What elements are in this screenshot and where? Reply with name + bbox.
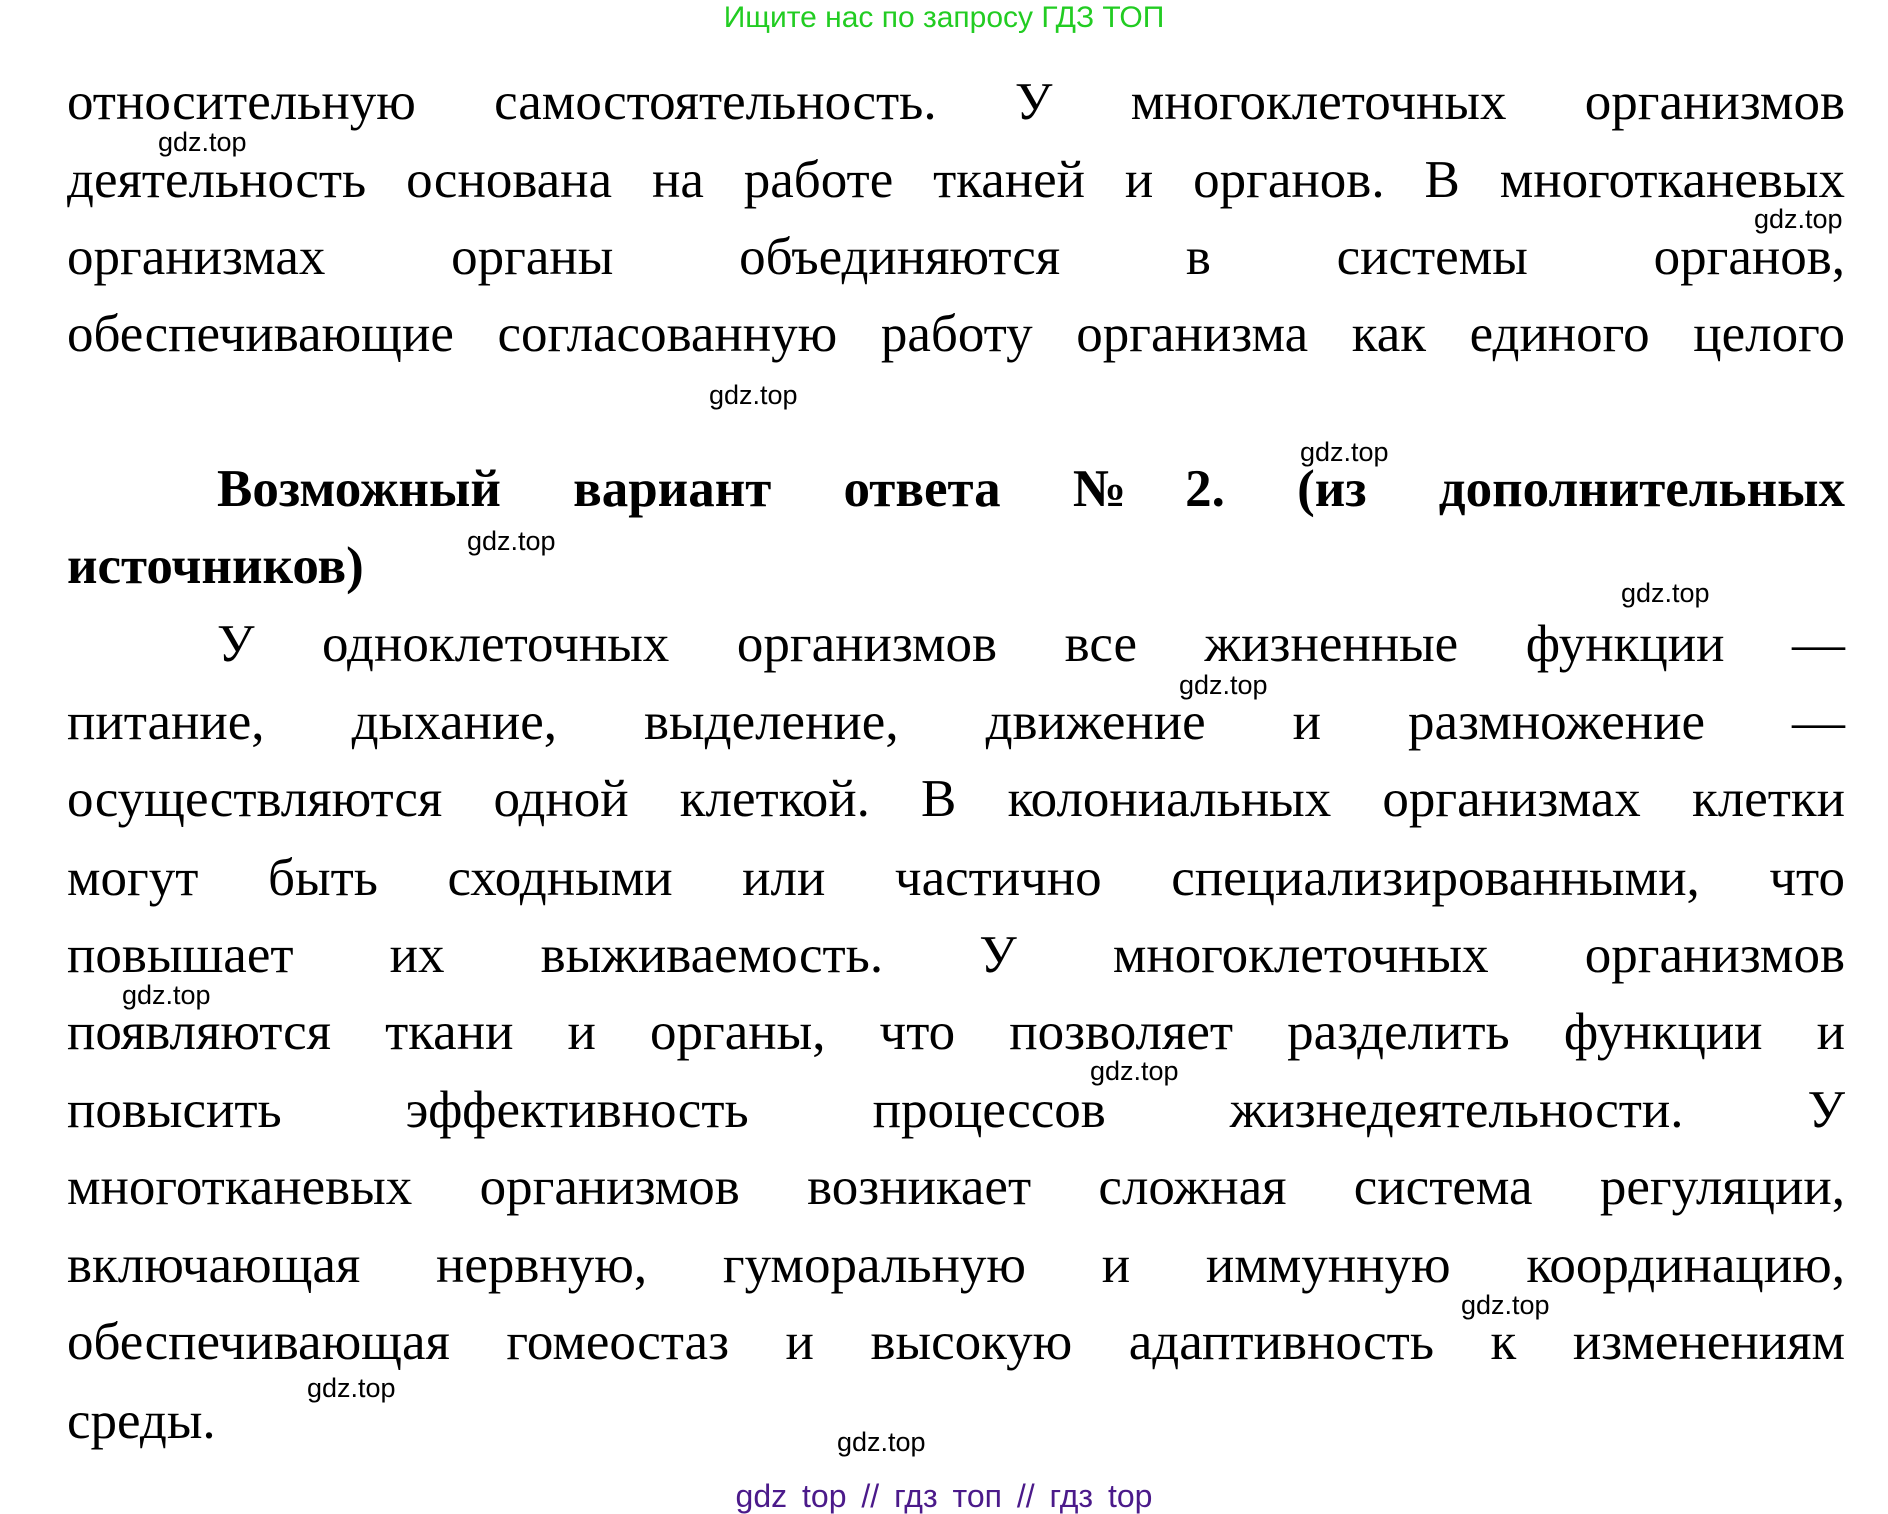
watermark: gdz.top [122,980,211,1010]
watermark: gdz.top [158,127,247,157]
paragraph-line: среды. [67,1392,216,1450]
paragraph-line: организмах органы объединяются в системы органов, [67,228,1845,286]
paragraph-line: повысить эффективность процессов жизнедеятельности. У [67,1081,1845,1139]
footer-watermark: gdz top // гдз топ // гдз top [735,1478,1153,1514]
paragraph-line: питание, дыхание, выделение, движение и размножение — [67,693,1845,751]
watermark: gdz.top [1179,670,1268,700]
watermark: gdz.top [1621,578,1710,608]
watermark: gdz.top [1090,1056,1179,1086]
paragraph-line: включающая нервную, гуморальную и иммунную координацию, [67,1236,1845,1294]
watermark: gdz.top [1300,437,1389,467]
search-hint-banner: Ищите нас по запросу ГДЗ ТОП [723,1,1165,34]
answer-heading: источников) [67,537,364,595]
watermark: gdz.top [1461,1290,1550,1320]
paragraph-line: могут быть сходными или частично специализированными, что [67,849,1845,907]
paragraph-line: обеспечивающая гомеостаз и высокую адаптивность к изменениям [67,1313,1845,1371]
paragraph-line: обеспечивающие согласованную работу организма как единого целого [67,305,1845,363]
watermark: gdz.top [709,380,798,410]
paragraph-line: относительную самостоятельность. У многоклеточных организмов [67,73,1845,131]
paragraph-line: У одноклеточных организмов все жизненные функции — [217,615,1845,673]
paragraph-line: осуществляются одной клеткой. В колониальных организмах клетки [67,770,1845,828]
paragraph-line: повышает их выживаемость. У многоклеточных организмов [67,926,1845,984]
paragraph-line: появляются ткани и органы, что позволяет разделить функции и [67,1003,1845,1061]
watermark: gdz.top [467,526,556,556]
watermark: gdz.top [1754,204,1843,234]
paragraph-line: деятельность основана на работе тканей и органов. В многотканевых [67,151,1845,209]
watermark: gdz.top [837,1427,926,1457]
watermark: gdz.top [307,1373,396,1403]
paragraph-line: многотканевых организмов возникает сложная система регуляции, [67,1158,1845,1216]
answer-heading: Возможный вариант ответа №2. (из дополнительных [217,460,1845,518]
